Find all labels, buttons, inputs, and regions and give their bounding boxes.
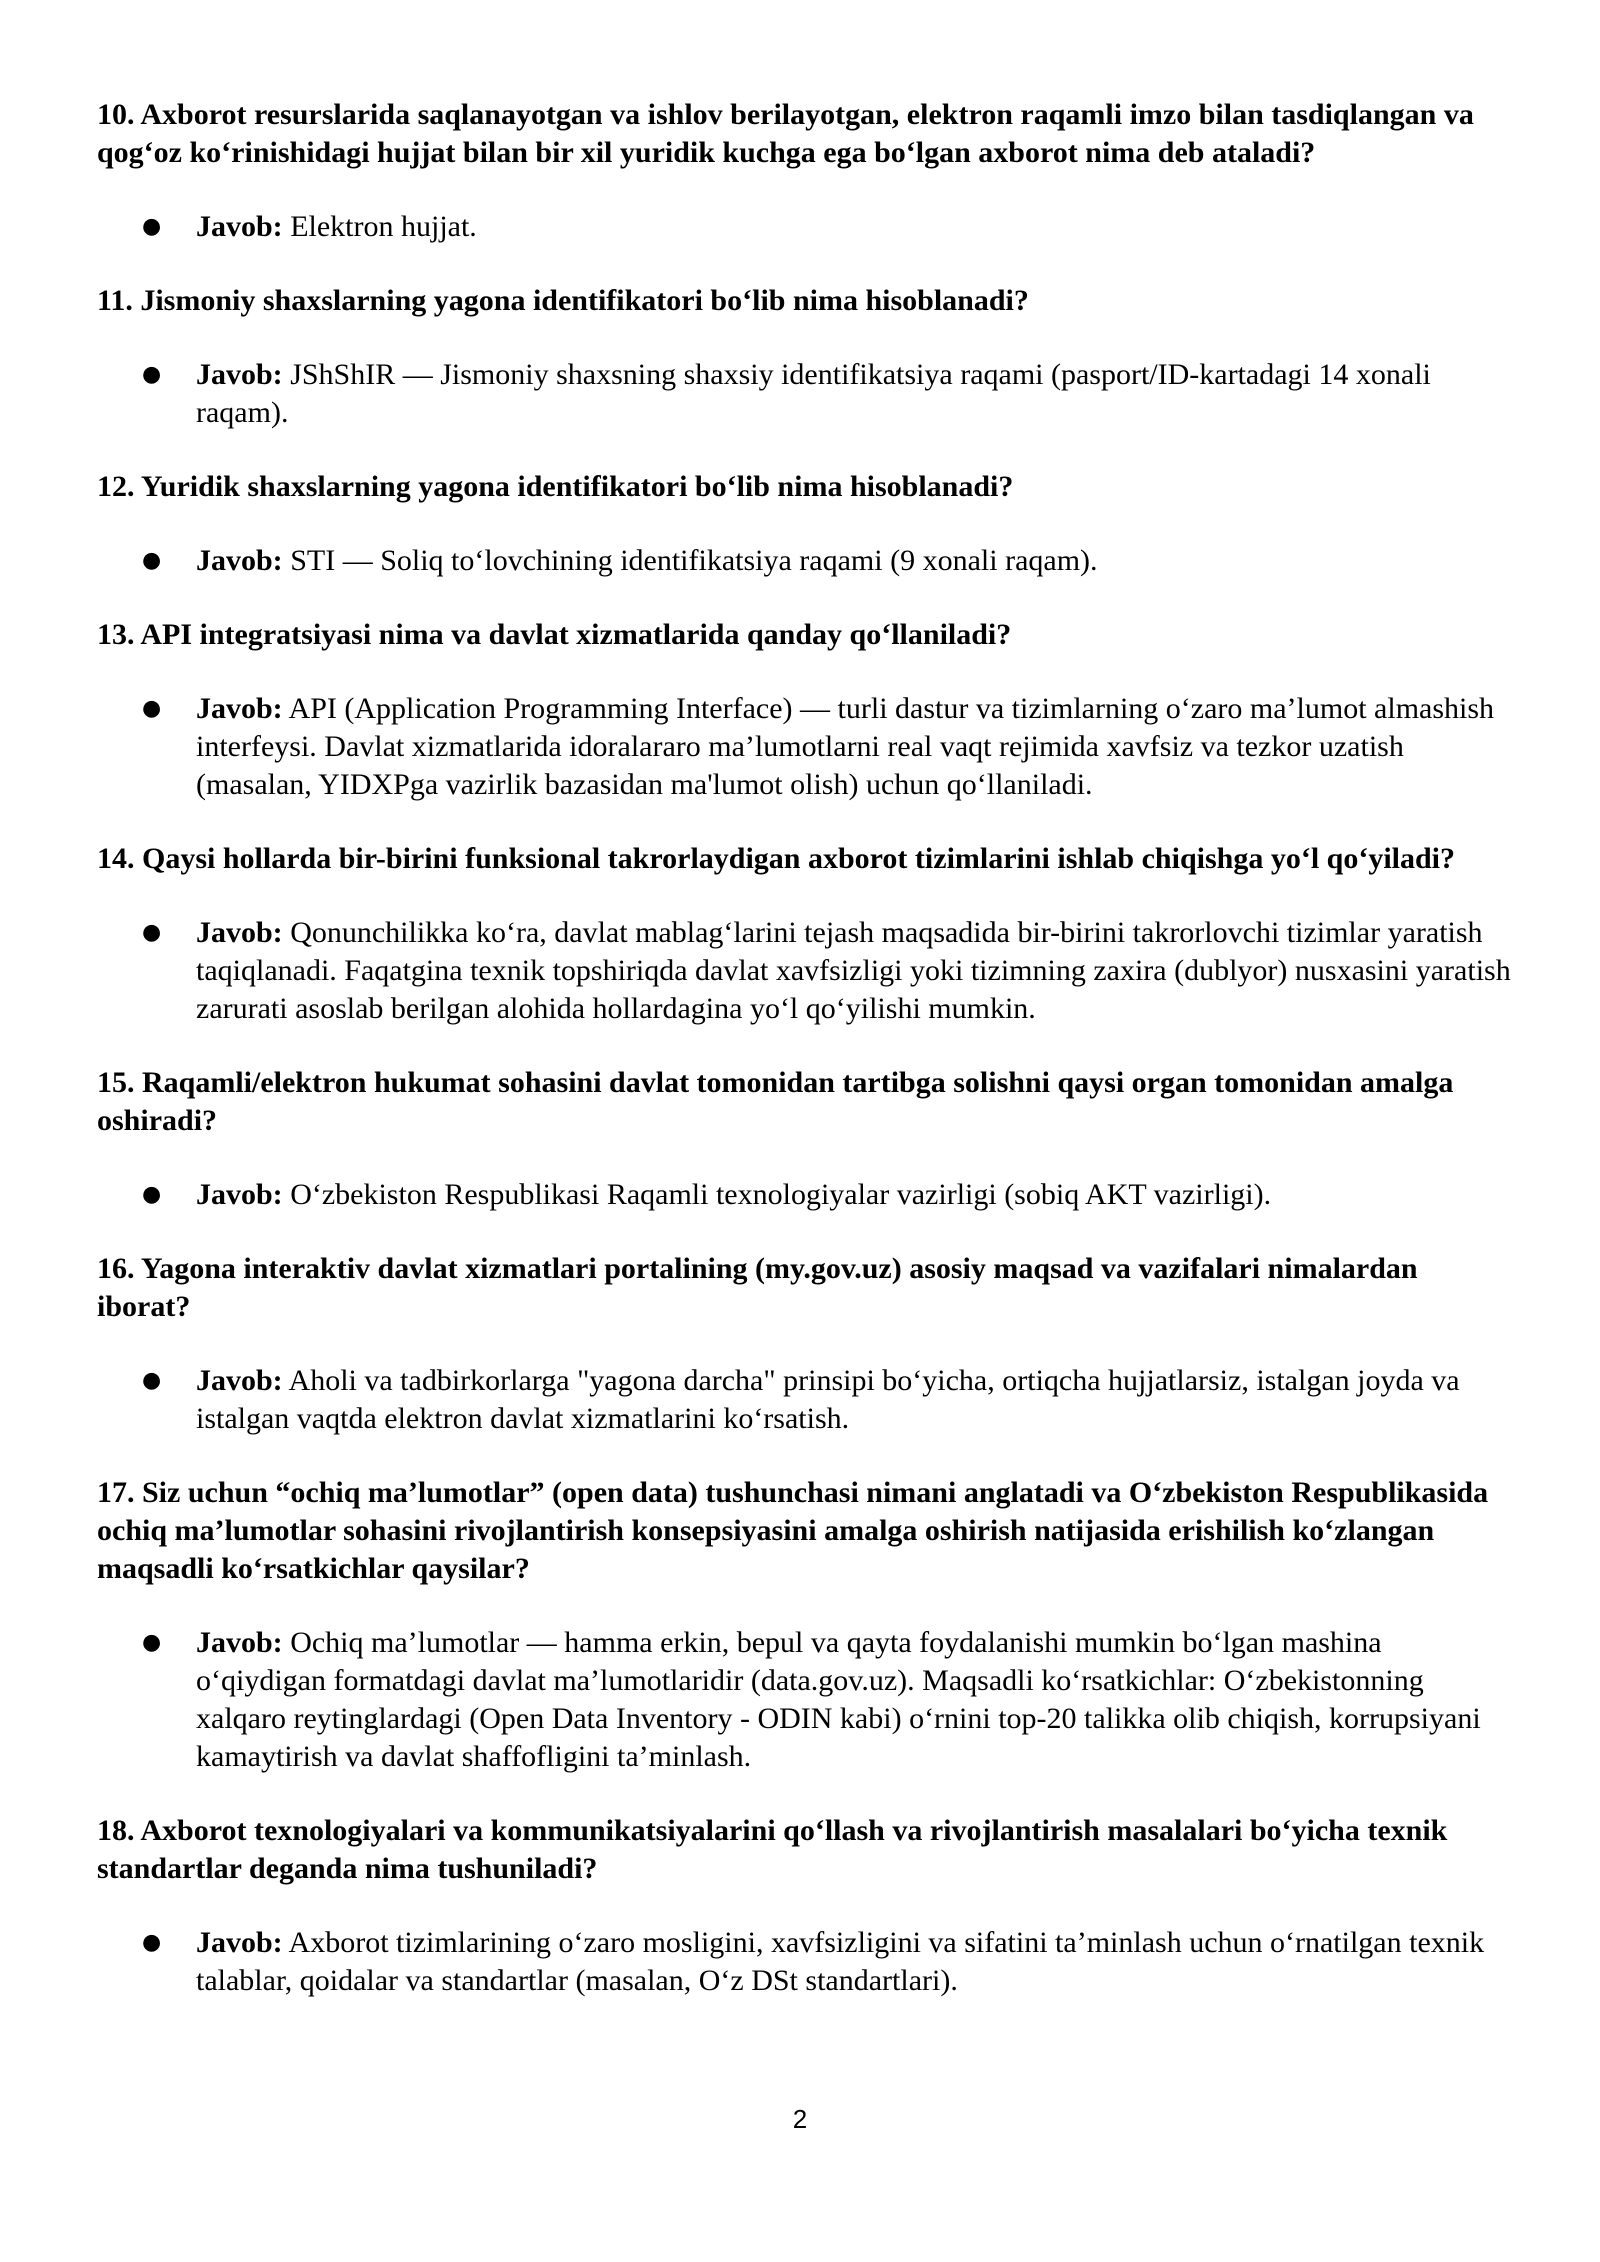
answer-label: Javob: <box>196 358 283 391</box>
answer-label: Javob: <box>196 1926 283 1959</box>
answer-item <box>97 914 1517 1028</box>
answer-label: Javob: <box>196 544 283 577</box>
answer-list <box>97 208 1517 246</box>
bullet-icon: ● <box>142 1368 162 1393</box>
qa-item-13 <box>97 616 1517 804</box>
bullet-icon: ● <box>142 696 162 721</box>
bullet-icon: ● <box>142 214 162 239</box>
answer-item <box>97 690 1517 804</box>
question-text: 12. Yuridik shaxslarning yagona identifikatori bo‘lib nima hisoblanadi? <box>97 470 1014 503</box>
answer-list <box>97 690 1517 804</box>
answer-list <box>97 1924 1517 2000</box>
bullet-icon: ● <box>142 362 162 387</box>
answer-text: Axborot tizimlarining o‘zaro mosligini, xavfsizligini va sifatini ta’minlash uchun o‘rnatilgan texnik talablar, qoidalar va standartlar (masalan, O‘z DSt standartlari). <box>196 1926 1485 1997</box>
qa-item-16 <box>97 1250 1517 1438</box>
answer-item <box>97 1362 1517 1438</box>
answer-text: Ochiq ma’lumotlar — hamma erkin, bepul va qayta foydalanishi mumkin bo‘lgan mashina o‘qiydigan formatdagi davlat ma’lumotlaridir (data.gov.uz). Maqsadli ko‘rsatkichlar: O‘zbekistonning xalqaro reytinglardagi (Open Data Inventory - ODIN kabi) o‘rnini top-20 talikka olib chiqish, korrupsiyani kamaytirish va davlat shaffofligini ta’minlash. <box>196 1626 1481 1773</box>
answer-label: Javob: <box>196 1364 283 1397</box>
question-text: 16. Yagona interaktiv davlat xizmatlari portalining (my.gov.uz) asosiy maqsad va vazifalari nimalardan iborat? <box>97 1252 1418 1323</box>
answer-item <box>97 1176 1517 1214</box>
answer-list <box>97 1362 1517 1438</box>
qa-item-12 <box>97 468 1517 580</box>
qa-item-15 <box>97 1064 1517 1214</box>
answer-label: Javob: <box>196 1178 283 1211</box>
question-text: 13. API integratsiyasi nima va davlat xizmatlarida qanday qo‘llaniladi? <box>97 618 1012 651</box>
answer-item <box>97 1624 1517 1776</box>
qa-item-11 <box>97 282 1517 432</box>
answer-label: Javob: <box>196 916 283 949</box>
answer-list <box>97 1624 1517 1776</box>
bullet-icon: ● <box>142 1182 162 1207</box>
bullet-icon: ● <box>142 548 162 573</box>
answer-text: JShShIR — Jismoniy shaxsning shaxsiy identifikatsiya raqami (pasport/ID-kartadagi 14 xonali raqam). <box>196 358 1431 429</box>
bullet-icon: ● <box>142 920 162 945</box>
answer-list <box>97 1176 1517 1214</box>
answer-list <box>97 542 1517 580</box>
answer-text: Aholi va tadbirkorlarga "yagona darcha" prinsipi bo‘yicha, ortiqcha hujjatlarsiz, istalgan joyda va istalgan vaqtda elektron davlat xizmatlarini ko‘rsatish. <box>196 1364 1460 1435</box>
question-text: 18. Axborot texnologiyalari va kommunikatsiyalarini qo‘llash va rivojlantirish masalalari bo‘yicha texnik standartlar deganda nima tushuniladi? <box>97 1814 1448 1885</box>
answer-label: Javob: <box>196 210 283 243</box>
question-text: 15. Raqamli/elektron hukumat sohasini davlat tomonidan tartibga solishni qaysi organ tomonidan amalga oshiradi? <box>97 1066 1454 1137</box>
bullet-icon: ● <box>142 1930 162 1955</box>
question-text: 10. Axborot resurslarida saqlanayotgan va ishlov berilayotgan, elektron raqamli imzo bilan tasdiqlangan va qog‘oz ko‘rinishidagi hujjat bilan bir xil yuridik kuchga ega bo‘lgan axborot nima deb ataladi? <box>97 98 1474 169</box>
document-page <box>97 96 1517 2036</box>
answer-text: Elektron hujjat. <box>282 210 477 243</box>
answer-list <box>97 356 1517 432</box>
qa-item-10 <box>97 96 1517 246</box>
answer-item <box>97 356 1517 432</box>
answer-item <box>97 208 1517 246</box>
bullet-icon: ● <box>142 1630 162 1655</box>
answer-item <box>97 542 1517 580</box>
answer-text: STI — Soliq to‘lovchining identifikatsiya raqami (9 xonali raqam). <box>282 544 1098 577</box>
question-text: 14. Qaysi hollarda bir-birini funksional takrorlaydigan axborot tizimlarini ishlab chiqishga yo‘l qo‘yiladi? <box>97 842 1456 875</box>
answer-text: O‘zbekiston Respublikasi Raqamli texnologiyalar vazirligi (sobiq AKT vazirligi). <box>282 1178 1272 1211</box>
answer-text: Qonunchilikka ko‘ra, davlat mablag‘larini tejash maqsadida bir-birini takrorlovchi tizimlar yaratish taqiqlanadi. Faqatgina texnik topshiriqda davlat xavfsizligi yoki tizimning zaxira (dublyor) nusxasini yaratish zarurati asoslab berilgan alohida hollardagina yo‘l qo‘yilishi mumkin. <box>196 916 1511 1025</box>
qa-item-18 <box>97 1812 1517 2000</box>
qa-item-14 <box>97 840 1517 1028</box>
qa-item-17 <box>97 1474 1517 1776</box>
answer-item <box>97 1924 1517 2000</box>
answer-label: Javob: <box>196 1626 283 1659</box>
answer-text: API (Application Programming Interface) — turli dastur va tizimlarning o‘zaro ma’lumot almashish interfeysi. Davlat xizmatlarida idoralararo ma’lumotlarni real vaqt rejimida xavfsiz va tezkor uzatish (masalan, YIDXPga vazirlik bazasidan ma'lumot olish) uchun qo‘llaniladi. <box>196 692 1495 801</box>
page-number: 2 <box>792 2104 808 2134</box>
answer-label: Javob: <box>196 692 283 725</box>
question-text: 17. Siz uchun “ochiq ma’lumotlar” (open data) tushunchasi nimani anglatadi va O‘zbekiston Respublikasida ochiq ma’lumotlar sohasini rivojlantirish konsepsiyasini amalga oshirish natijasida erishilish ko‘zlangan maqsadli ko‘rsatkichlar qaysilar? <box>97 1476 1489 1585</box>
question-text: 11. Jismoniy shaxslarning yagona identifikatori bo‘lib nima hisoblanadi? <box>97 284 1029 317</box>
answer-list <box>97 914 1517 1028</box>
